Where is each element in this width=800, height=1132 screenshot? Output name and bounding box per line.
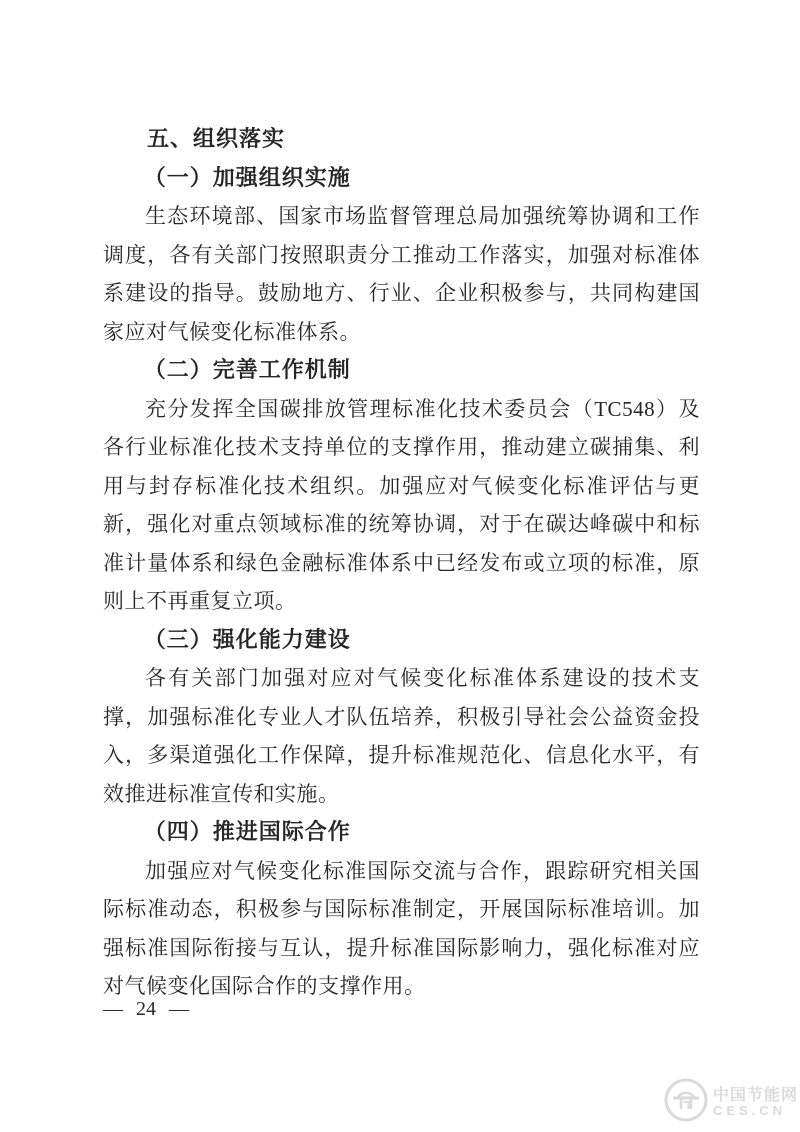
cesn-logo-icon: [663, 1077, 709, 1128]
watermark-site-name: 中国节能网: [712, 1086, 798, 1104]
page-heading: 五、组织落实: [147, 126, 286, 151]
section-title: （三）强化能力建设: [143, 626, 351, 652]
section-work-mechanism: [103, 351, 700, 621]
watermark-text: [713, 1087, 798, 1119]
watermark-site-domain: CES.CN: [712, 1103, 787, 1119]
section-body: 加强应对气候变化标准国际交流与合作，跟踪研究相关国际标准动态，积极参与国际标准制定，开展国际标准培训。加强标准国际衔接与互认，提升标准国际影响力，强化标准对应对气候变化国际合作的支撑作用。: [103, 858, 700, 998]
section-body: 各有关部门加强对应对气候变化标准体系建设的技术支撑，加强标准化专业人才队伍培养，积极引导社会公益资金投入，多渠道强化工作保障，提升标准规范化、信息化水平，有效推进标准宣传和实施。: [103, 666, 700, 806]
page-number-dash-right: —: [169, 998, 189, 1020]
section-capacity-building: [103, 621, 700, 814]
page-number-dash-left: —: [103, 998, 123, 1020]
document-content: [103, 120, 700, 1006]
section-body: 充分发挥全国碳排放管理标准化技术委员会（TC548）及各行业标准化技术支持单位的支撑作用，推动建立碳捕集、利用与封存标准化技术组织。加强应对气候变化标准评估与更新，强化对重点领域标准的统筹协调，对于在碳达峰碳中和标准计量体系和绿色金融标准体系中已经发布或立项的标准，原则上不再重复立项。: [103, 396, 700, 613]
page-number-value: 24: [136, 998, 156, 1020]
page-number: [103, 998, 189, 1021]
section-body: 生态环境部、国家市场监督管理总局加强统筹协调和工作调度，各有关部门按照职责分工推动工作落实，加强对标准体系建设的指导。鼓励地方、行业、企业积极参与，共同构建国家应对气候变化标准体系。: [103, 204, 700, 344]
section-international-cooperation: [103, 813, 700, 1006]
section-title: （二）完善工作机制: [143, 357, 351, 382]
section-title: （一）加强组织实施: [143, 164, 351, 190]
watermark: [663, 1077, 798, 1128]
section-organization-implementation: [103, 159, 700, 352]
section-title: （四）推进国际合作: [143, 819, 351, 844]
